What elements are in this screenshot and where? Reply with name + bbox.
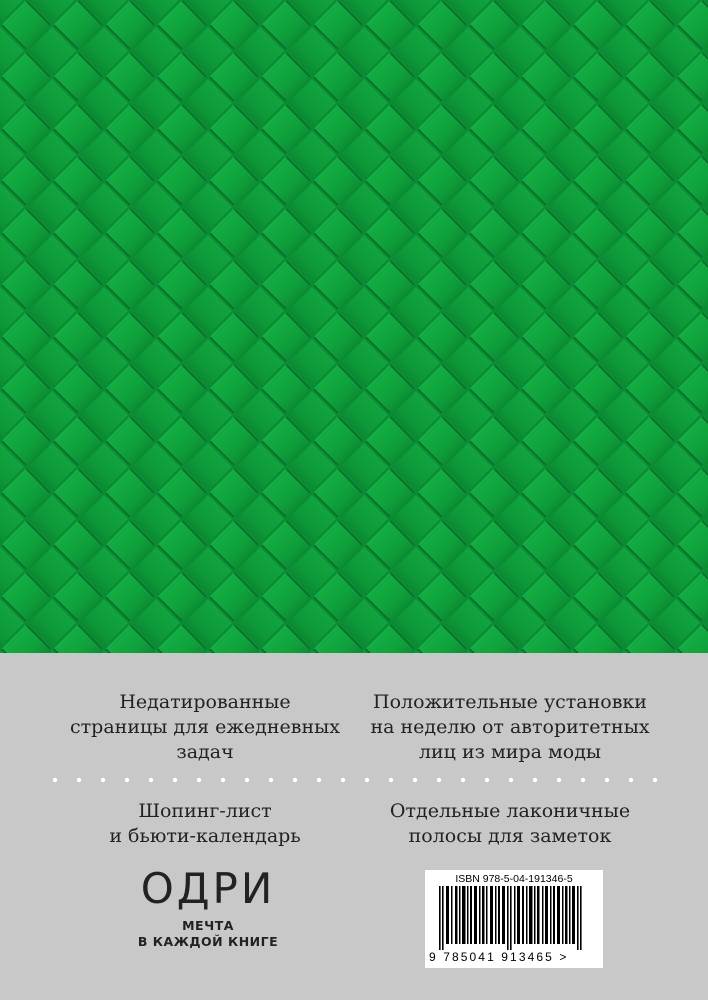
brand-logo: ОДРИ: [140, 864, 276, 913]
feature-shopping-list: Шопинг-лист и бьюти-календарь: [109, 800, 301, 847]
isbn-number: ISBN 978-5-04-191346-5: [455, 873, 573, 885]
barcode-icon: [433, 886, 595, 950]
feature-weekly-affirmations: Положительные установки на неделю от авторитетных лиц из мира моды: [370, 691, 650, 763]
dotted-divider: [52, 777, 662, 783]
info-panel: [0, 653, 708, 1000]
brand-tagline: МЕЧТА В КАЖДОЙ КНИГЕ: [137, 918, 279, 949]
barcode-digits: 9 785041 913465 >: [429, 950, 569, 964]
publisher-brand: [128, 866, 288, 950]
isbn-barcode: [425, 870, 603, 968]
feature-undated-pages: Недатированные страницы для ежедневных задач: [70, 691, 340, 763]
feature-notes-strips: Отдельные лаконичные полосы для заметок: [389, 800, 631, 847]
